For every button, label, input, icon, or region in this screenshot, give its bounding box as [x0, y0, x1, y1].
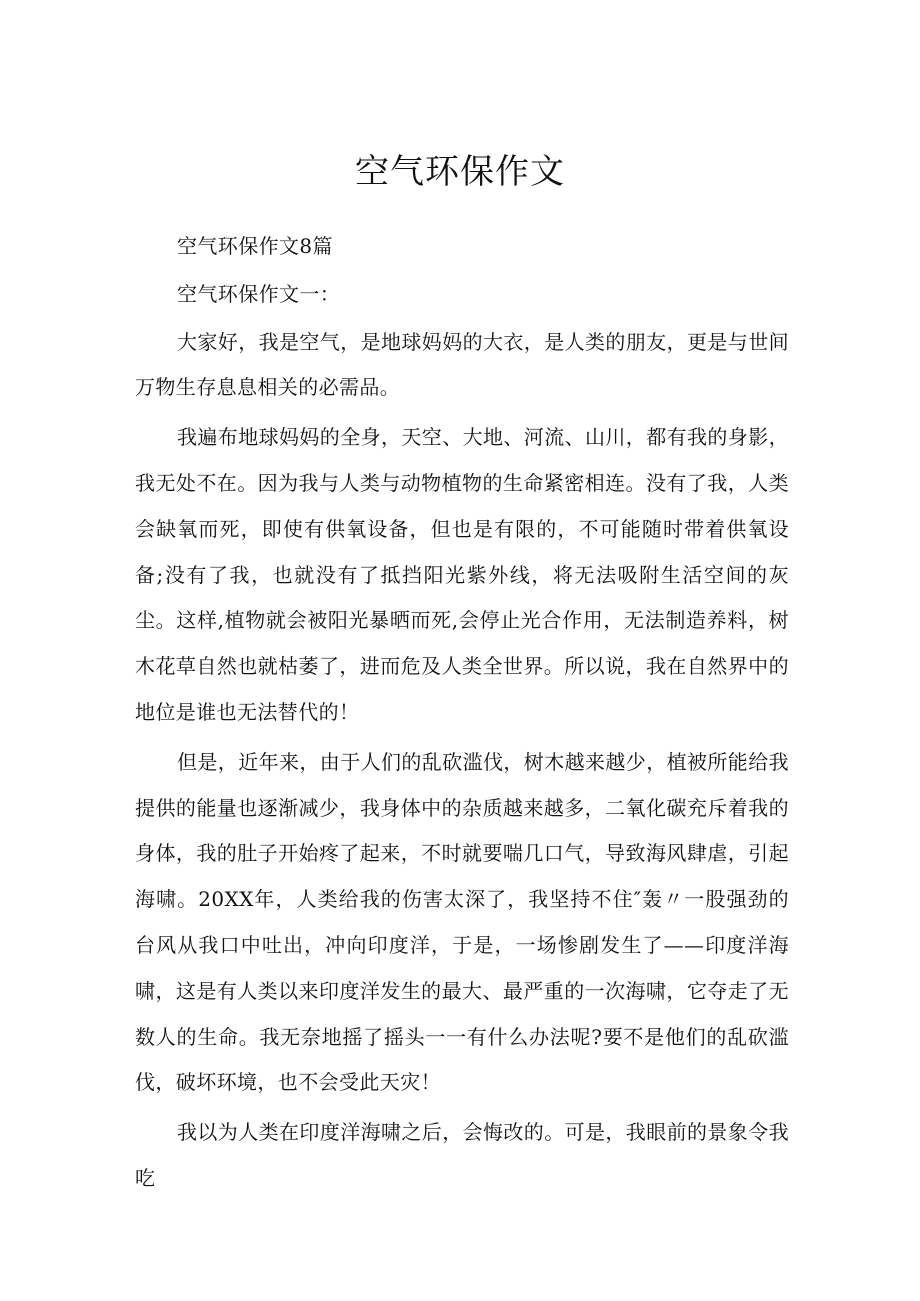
document-title: 空气环保作文	[355, 152, 565, 192]
body-paragraph-intro: 大家好，我是空气，是地球妈妈的大衣，是人类的朋友，更是与世间万物生存息息相关的必需品。	[135, 329, 789, 400]
subtitle-paragraph: 空气环保作文8篇	[177, 234, 333, 258]
document-body	[135, 224, 789, 1206]
body-paragraph-aftermath: 我以为人类在印度洋海啸之后，会悔改的。可是，我眼前的景象令我吃	[135, 1120, 789, 1190]
body-paragraph-presence: 我遍布地球妈妈的全身，天空、大地、河流、山川，都有我的身影，我无处不在。因为我与人类与动物植物的生命紧密相连。没有了我，人类会缺氧而死，即使有供氧设备，但也是有限的，不可能随时带着供氧设备;没有了我，也就没有了抵挡阳光紫外线，将无法吸附生活空间的灰尘。这样,植物就会被阳光暴晒而死,会停止光合作用，无法制造养料，树木花草自然也就枯萎了，进而危及人类全世界。所以说，我在自然界中的地位是谁也无法替代的！	[135, 425, 789, 724]
body-paragraph-damage: 但是，近年来，由于人们的乱砍滥伐，树木越来越少，植被所能给我提供的能量也逐渐减少，我身体中的杂质越来越多，二氧化碳充斥着我的身体，我的肚子开始疼了起来，不时就要喘几口气，导致海风肆虐，引起海啸。20XX年，人类给我的伤害太深了，我坚持不住″轰〃一股强劲的台风从我口中吐出，冲向印度洋，于是，一场惨剧发生了——印度洋海啸，这是有人类以来印度洋发生的最大、最严重的一次海啸，它夺走了无数人的生命。我无奈地摇了摇头一一有什么办法呢?要不是他们的乱砍滥伐，破坏环境，也不会受此天灾！	[135, 749, 789, 1095]
section-heading-paragraph: 空气环保作文一：	[177, 281, 341, 306]
